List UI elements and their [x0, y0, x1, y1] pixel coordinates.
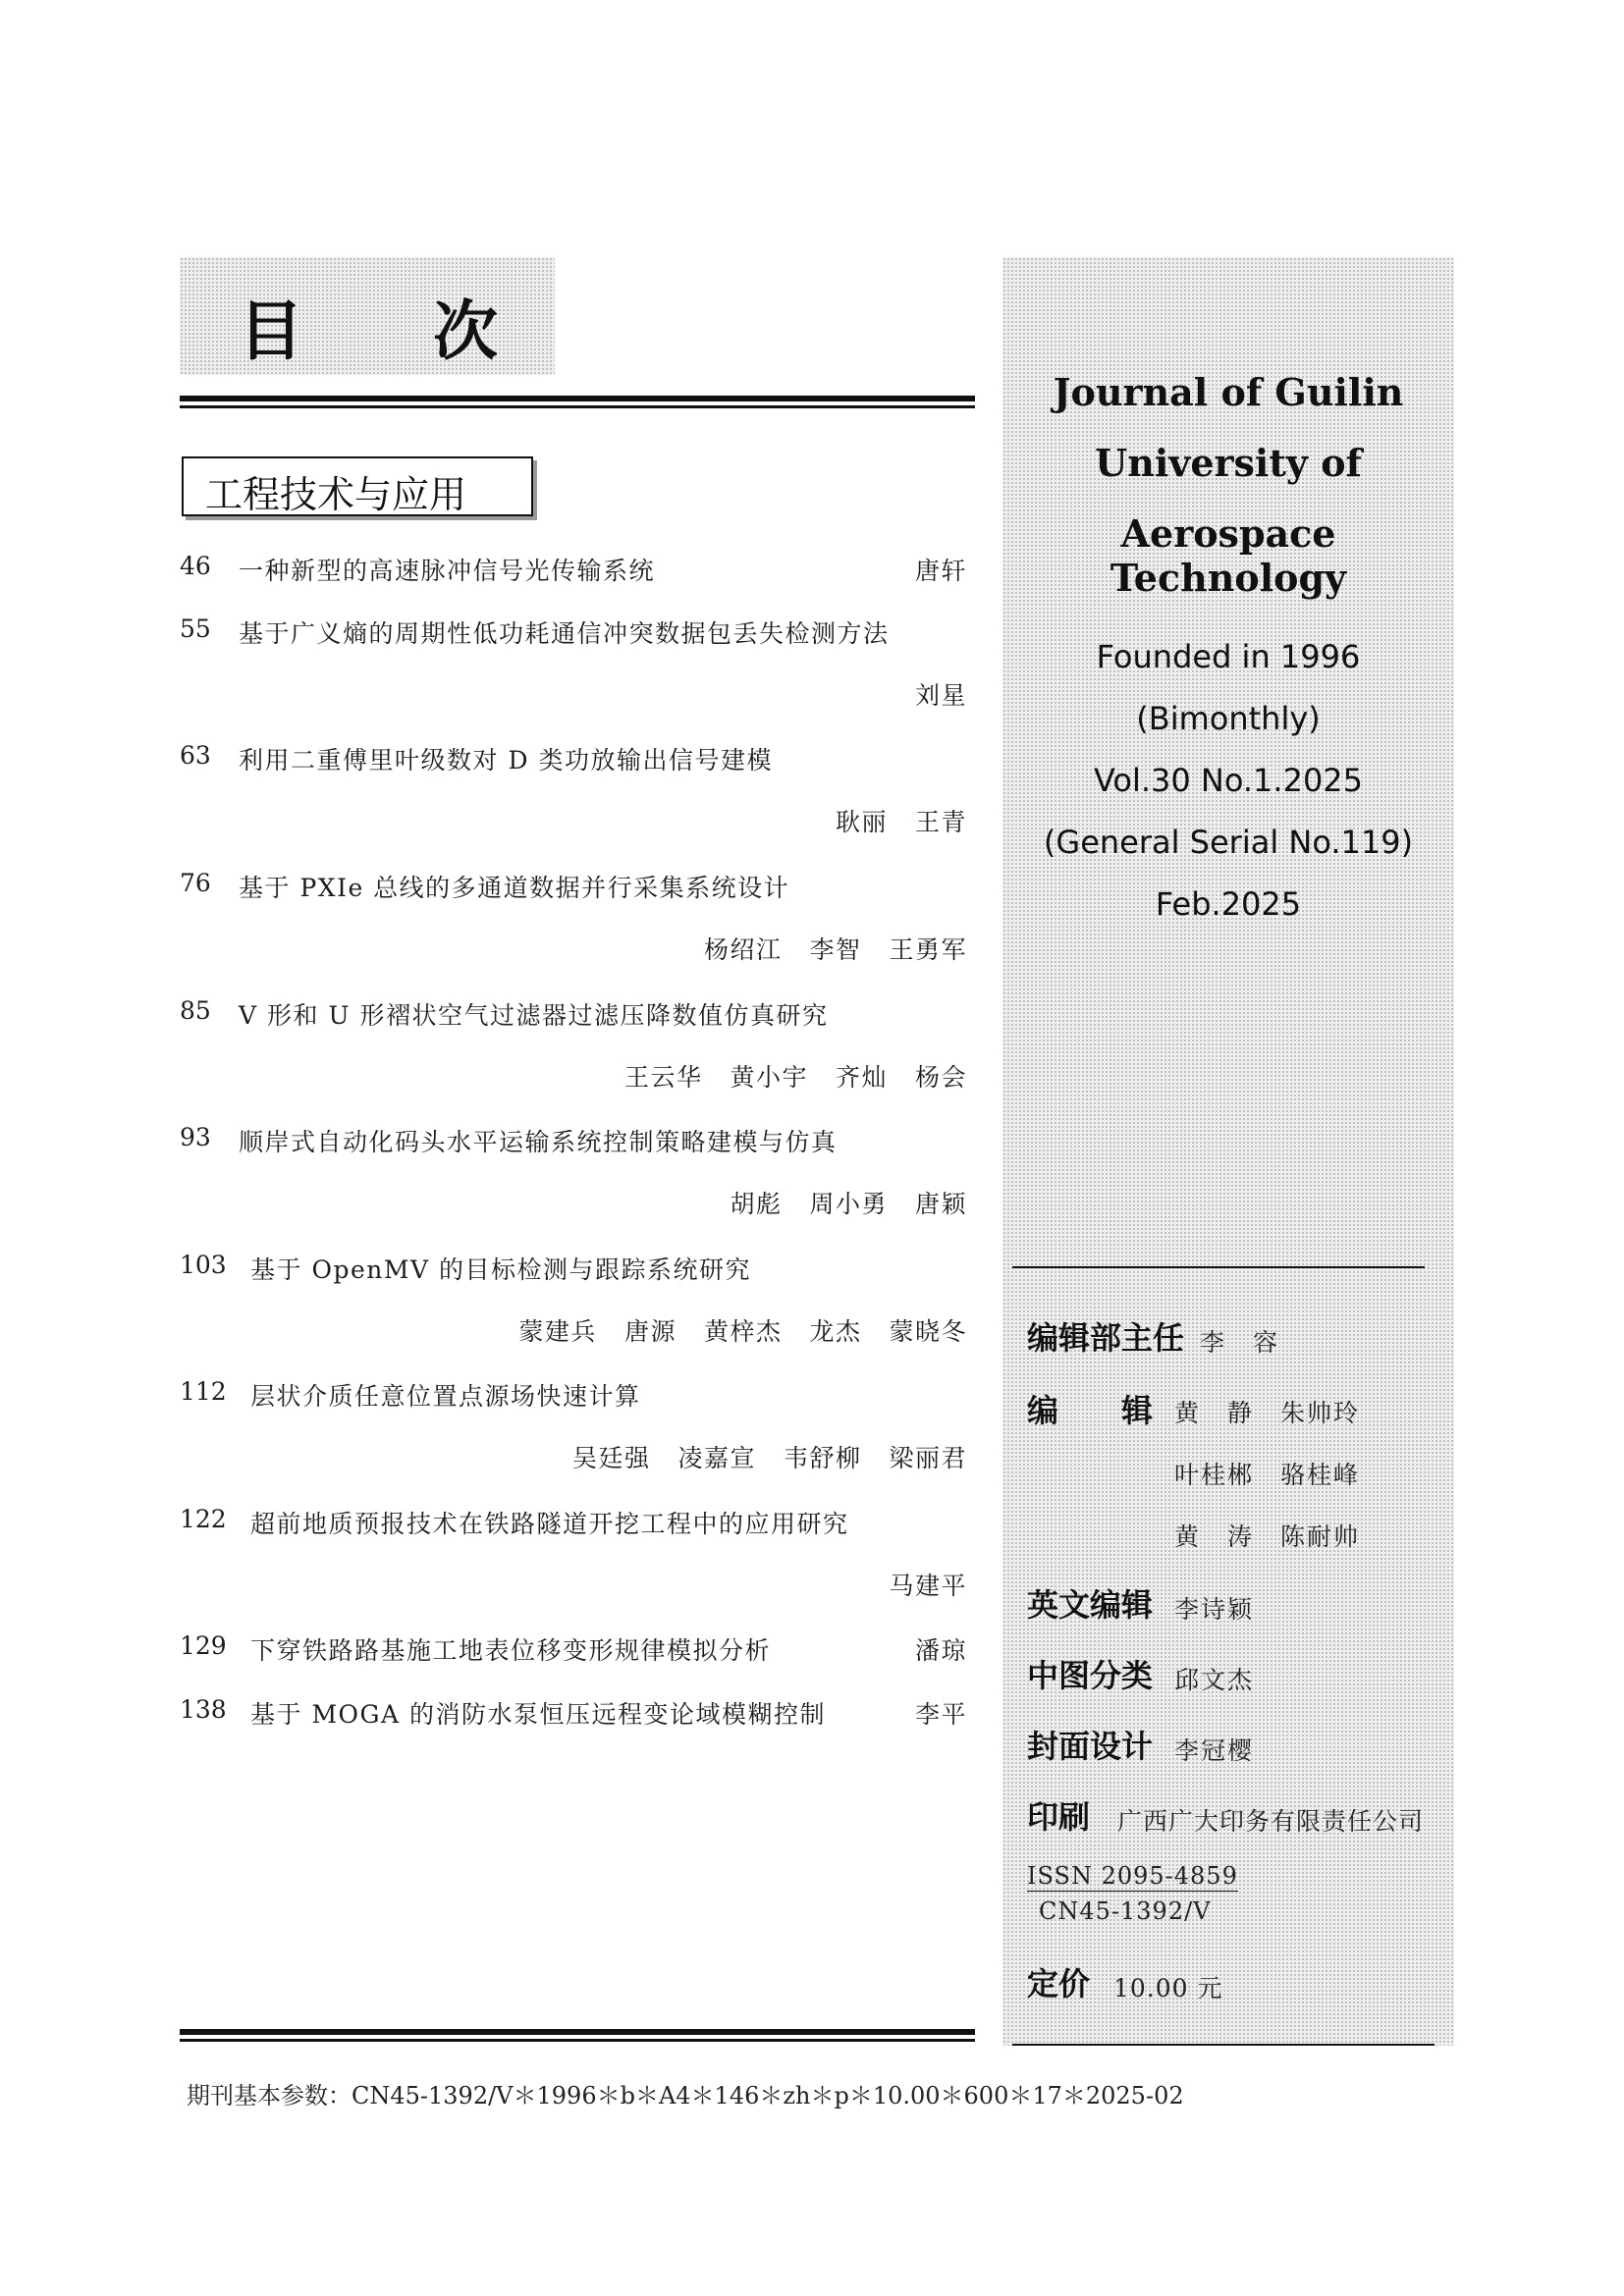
toc-article-title: 顺岸式自动化码头水平运输系统控制策略建模与仿真	[239, 1128, 838, 1156]
toc-article-title: 利用二重傅里叶级数对 D 类功放输出信号建模	[239, 746, 773, 774]
toc-authors: 杨绍江 李智 王勇军	[703, 935, 967, 964]
bottom-double-rule	[180, 2029, 975, 2043]
journal-name-line-1: Journal of Guilin	[1053, 370, 1404, 414]
printing-company: 广西广大印务有限责任公司	[1117, 1807, 1425, 1836]
toc-authors: 王云华 黄小宇 齐灿 杨会	[623, 1063, 967, 1092]
toc-article-title: 基于广义熵的周期性低功耗通信冲突数据包丢失检测方法	[239, 619, 890, 648]
toc-authors: 胡彪 周小勇 唐颖	[730, 1190, 967, 1218]
toc-entry-9[interactable]	[180, 1505, 975, 1600]
journal-founded: Founded in 1996	[1096, 638, 1361, 675]
journal-date: Feb.2025	[1155, 885, 1302, 923]
toc-entry-4[interactable]	[180, 869, 975, 964]
cn-number: CN45-1392/V	[1039, 1897, 1212, 1925]
toc-title-char-1: 目	[239, 294, 303, 369]
toc-authors: 马建平	[889, 1572, 967, 1600]
journal-name-line-2: University of	[1095, 441, 1362, 485]
toc-title-char-2: 次	[433, 294, 498, 369]
journal-name-line-3: Aerospace Technology	[1110, 511, 1347, 600]
section-heading	[182, 456, 533, 516]
clc-names: 邱文杰	[1174, 1666, 1255, 1694]
editors-names-row-3: 黄 涛 陈耐帅	[1174, 1522, 1361, 1551]
toc-entry-7[interactable]	[180, 1251, 975, 1346]
journal-info-panel	[1002, 257, 1454, 2046]
toc-page-number: 129	[180, 1631, 227, 1660]
toc-entry-1[interactable]	[180, 552, 975, 591]
toc-page-number: 55	[180, 614, 211, 643]
english-editor-names: 李诗颖	[1174, 1595, 1255, 1624]
toc-page-number: 63	[180, 741, 211, 770]
toc-page-number: 112	[180, 1377, 227, 1406]
chief-editor-label: 编辑部主任	[1027, 1319, 1185, 1357]
toc-entry-10[interactable]	[180, 1631, 975, 1671]
section-heading-label: 工程技术与应用	[205, 473, 467, 516]
printing-label: 印刷	[1027, 1798, 1091, 1836]
toc-article-title: 超前地质预报技术在铁路隧道开挖工程中的应用研究	[250, 1510, 849, 1538]
journal-serial: (General Serial No.119)	[1043, 824, 1414, 861]
panel-divider-top	[1012, 1266, 1425, 1268]
toc-article-title: 基于 PXIe 总线的多通道数据并行采集系统设计	[239, 874, 790, 902]
toc-page-number: 103	[180, 1251, 227, 1279]
toc-article-title: 基于 OpenMV 的目标检测与跟踪系统研究	[250, 1255, 751, 1284]
toc-page-number: 46	[180, 552, 211, 580]
toc-article-title: V 形和 U 形褶状空气过滤器过滤压降数值仿真研究	[239, 1001, 829, 1030]
toc-authors: 潘琼	[914, 1636, 967, 1665]
toc-authors: 唐轩	[914, 557, 967, 585]
toc-authors: 蒙建兵 唐源 黄梓杰 龙杰 蒙晓冬	[518, 1317, 967, 1346]
clc-label: 中图分类	[1027, 1657, 1154, 1694]
cover-design-names: 李冠樱	[1174, 1736, 1255, 1765]
toc-authors: 李平	[914, 1700, 967, 1729]
toc-entry-5[interactable]	[180, 996, 975, 1092]
toc-page-number: 76	[180, 869, 211, 897]
editors-names-row-1: 黄 静 朱帅玲	[1174, 1399, 1361, 1427]
english-editor-label: 英文编辑	[1027, 1586, 1154, 1624]
editors-names-row-2: 叶桂郴 骆桂峰	[1174, 1461, 1361, 1489]
toc-entry-11[interactable]	[180, 1695, 975, 1735]
editors-label: 编 辑	[1027, 1392, 1154, 1429]
toc-article-title: 下穿铁路路基施工地表位移变形规律模拟分析	[250, 1636, 772, 1665]
toc-title-box	[180, 257, 555, 375]
toc-article-title: 层状介质任意位置点源场快速计算	[250, 1382, 641, 1411]
toc-entry-2[interactable]	[180, 614, 975, 710]
toc-page-number: 138	[180, 1695, 227, 1724]
toc-page-number: 85	[180, 996, 211, 1025]
toc-page-number: 93	[180, 1123, 211, 1151]
chief-editor-names: 李 容	[1200, 1328, 1280, 1357]
issn-number: ISSN 2095-4859	[1027, 1862, 1238, 1890]
cover-design-label: 封面设计	[1027, 1728, 1154, 1765]
journal-parameters: 期刊基本参数：CN45-1392/V＊1996＊b＊A4＊146＊zh＊p＊10.00＊600＊17＊2025-02	[187, 2082, 1184, 2109]
panel-divider-bottom	[1012, 2044, 1435, 2046]
toc-article-title: 基于 MOGA 的消防水泵恒压远程变论域模糊控制	[250, 1700, 827, 1729]
toc-authors: 吴廷强 凌嘉宣 韦舒柳 梁丽君	[571, 1444, 967, 1472]
toc-article-title: 一种新型的高速脉冲信号光传输系统	[239, 557, 656, 585]
price-label: 定价	[1027, 1965, 1091, 2002]
top-double-rule	[180, 396, 975, 409]
toc-entry-3[interactable]	[180, 741, 975, 836]
journal-volume: Vol.30 No.1.2025	[1093, 762, 1364, 799]
toc-entry-8[interactable]	[180, 1377, 975, 1472]
toc-authors: 刘星	[914, 681, 967, 710]
price-value: 10.00 元	[1113, 1974, 1223, 2002]
toc-entry-6[interactable]	[180, 1123, 975, 1218]
toc-page-number: 122	[180, 1505, 227, 1533]
journal-frequency: (Bimonthly)	[1136, 700, 1321, 737]
toc-authors: 耿丽 王青	[835, 808, 967, 836]
